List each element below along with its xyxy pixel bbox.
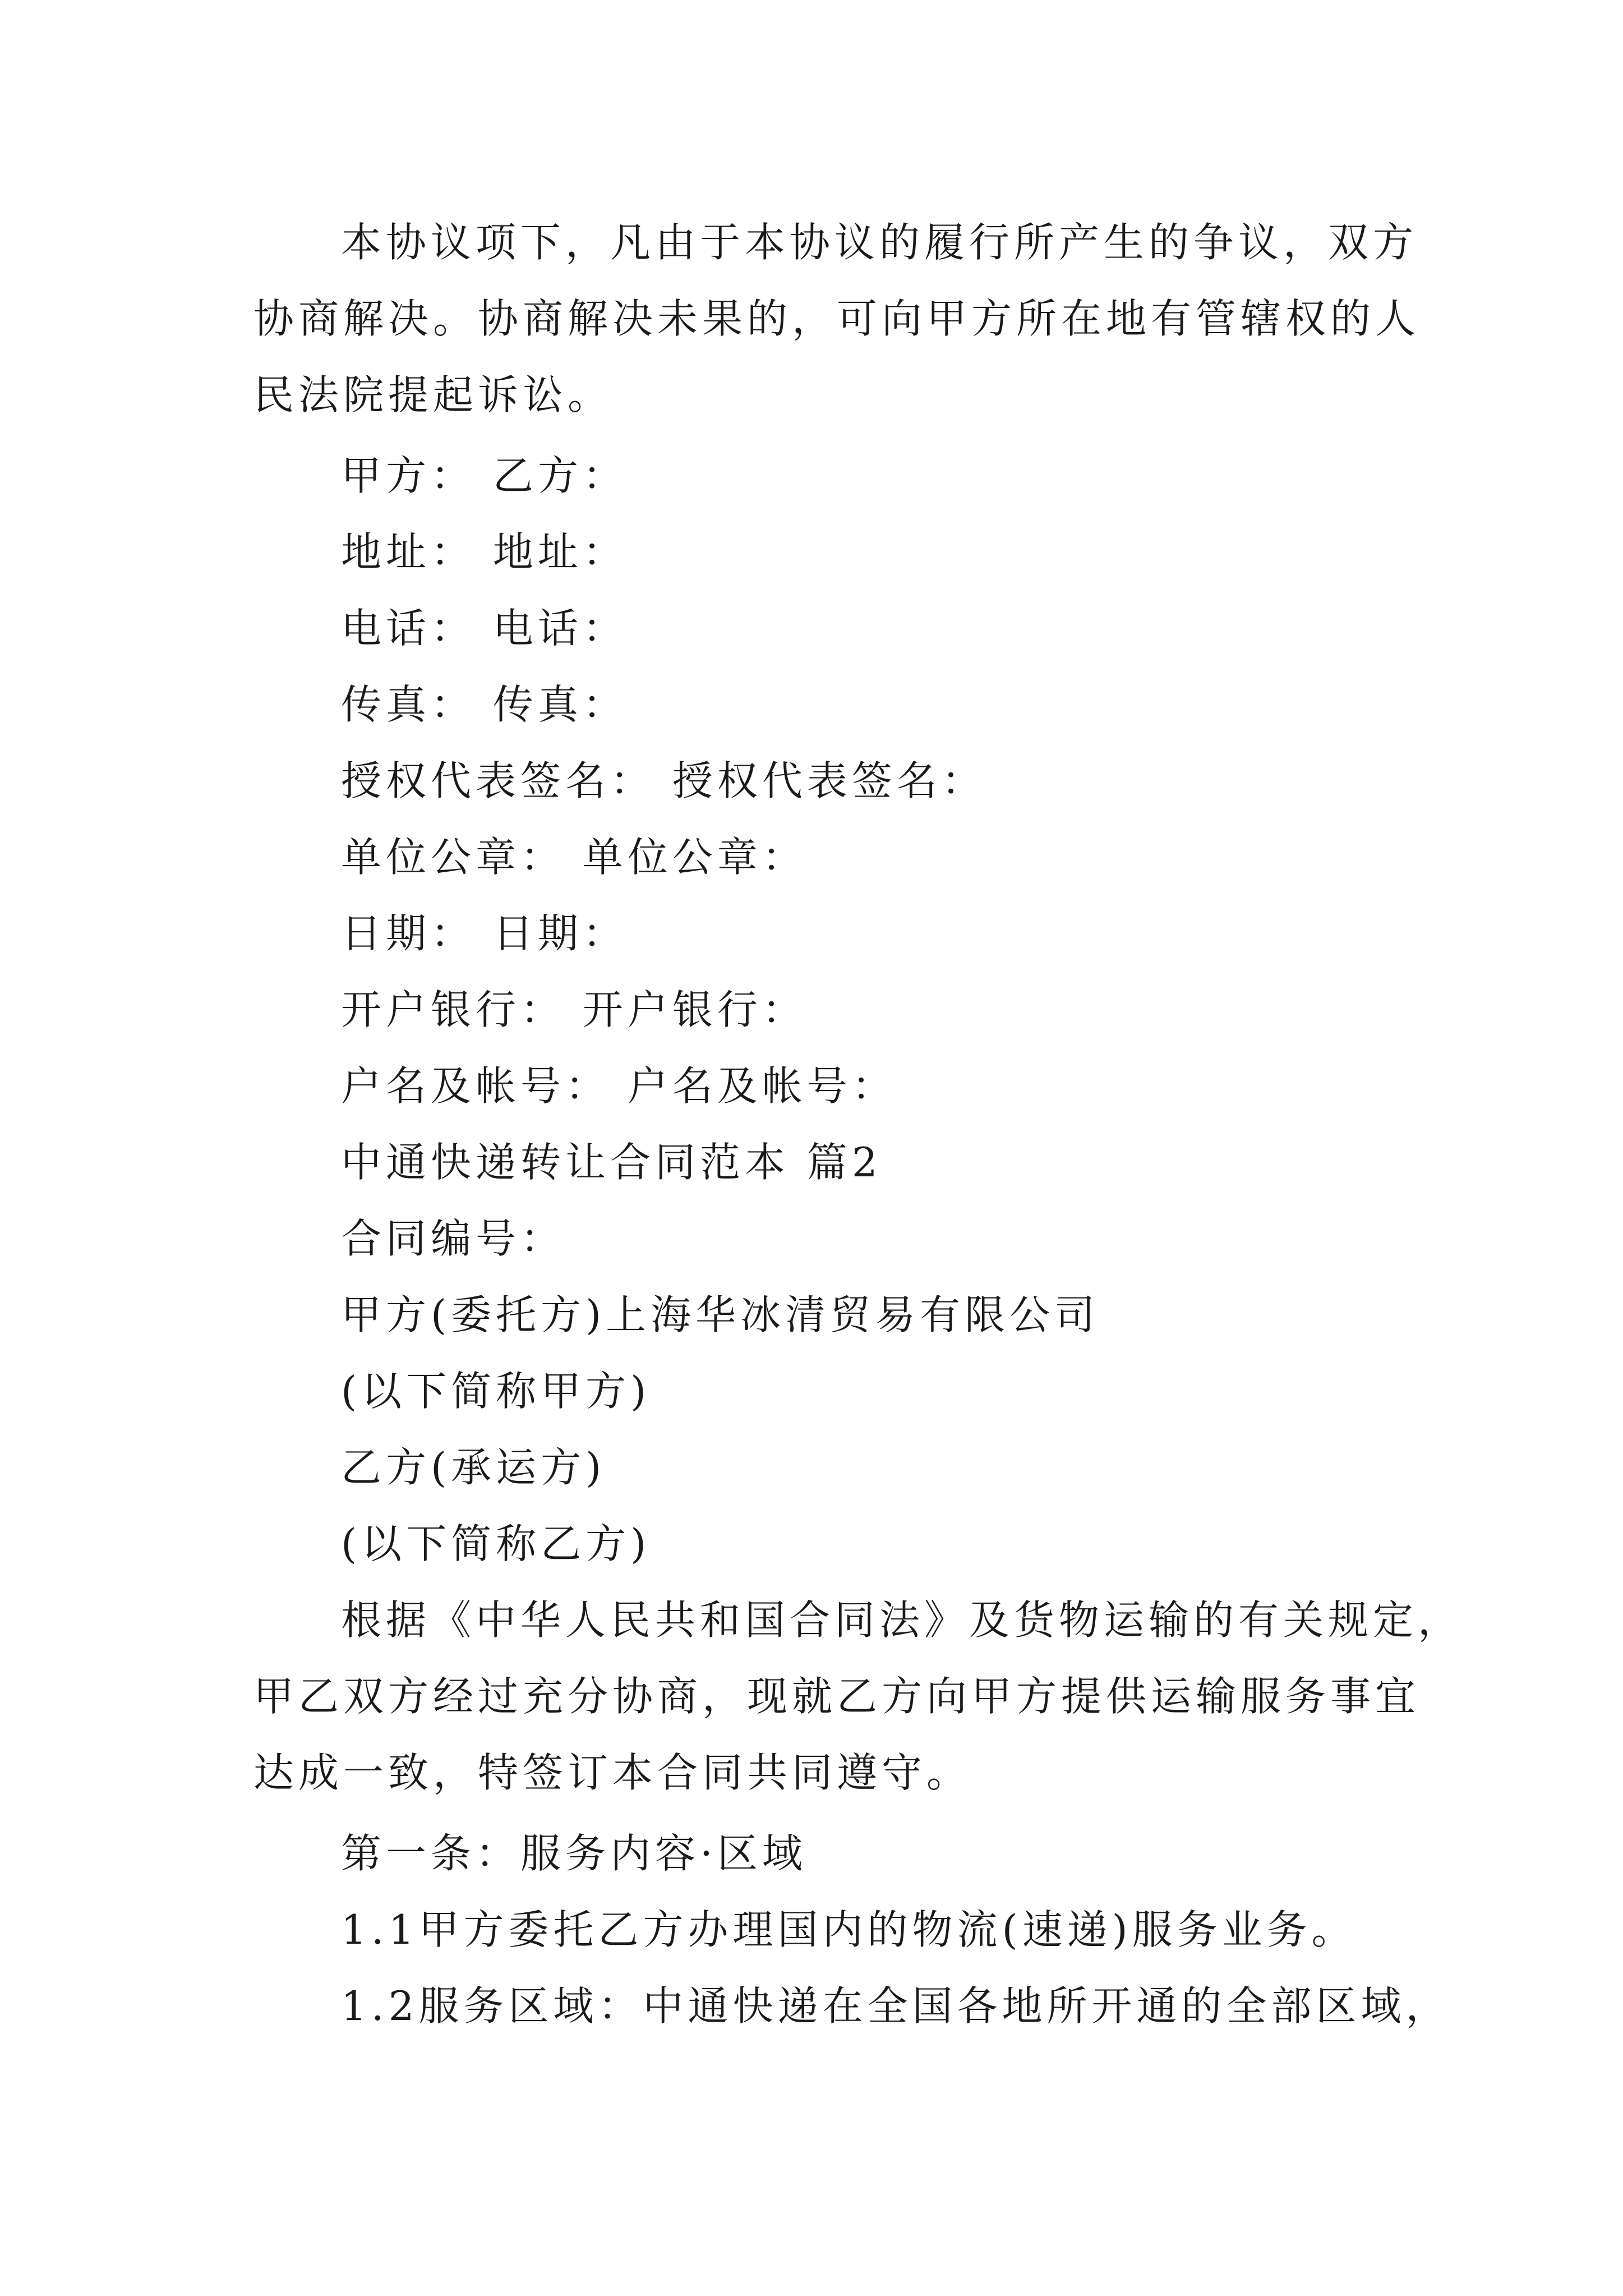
- paragraph-line: 协商解决。协商解决未果的，可向甲方所在地有管辖权的人: [253, 295, 1421, 342]
- paragraph-line: 达成一致，特签订本合同共同遵守。: [253, 1749, 972, 1796]
- article-heading: 第一条：服务内容·区域: [341, 1830, 807, 1877]
- signature-fax-line: 传真： 传真：: [341, 681, 628, 728]
- paragraph-line: 根据《中华人民共和国合同法》及货物运输的有关规定，: [341, 1596, 1463, 1644]
- party-b-alias-line: (以下简称乙方): [341, 1520, 651, 1567]
- signature-phone-line: 电话： 电话：: [341, 605, 628, 652]
- signature-party-line: 甲方： 乙方：: [341, 452, 628, 499]
- signature-seal-line: 单位公章： 单位公章：: [341, 834, 807, 881]
- paragraph-line: 民法院提起诉讼。: [253, 371, 613, 418]
- signature-address-line: 地址： 地址：: [341, 528, 628, 576]
- contract-number-line: 合同编号：: [341, 1215, 566, 1262]
- party-b-line: 乙方(承运方): [341, 1444, 606, 1491]
- signature-bank-line: 开户银行： 开户银行：: [341, 986, 807, 1033]
- clause-line: 1.1甲方委托乙方办理国内的物流(速递)服务业务。: [341, 1906, 1357, 1953]
- signature-account-line: 户名及帐号： 户名及帐号：: [341, 1062, 897, 1110]
- paragraph-line: 甲乙双方经过充分协商，现就乙方向甲方提供运输服务事宜: [253, 1673, 1421, 1720]
- clause-line: 1.2服务区域：中通快递在全国各地所开通的全部区域，: [341, 1982, 1451, 2030]
- party-a-alias-line: (以下简称甲方): [341, 1368, 651, 1415]
- party-a-line: 甲方(委托方)上海华冰清贸易有限公司: [341, 1291, 1100, 1338]
- signature-date-line: 日期： 日期：: [341, 910, 628, 957]
- section-heading: 中通快递转让合同范本 篇2: [341, 1139, 882, 1186]
- paragraph-line: 本协议项下，凡由于本协议的履行所产生的争议，双方: [341, 219, 1418, 266]
- signature-representative-line: 授权代表签名： 授权代表签名：: [341, 757, 986, 804]
